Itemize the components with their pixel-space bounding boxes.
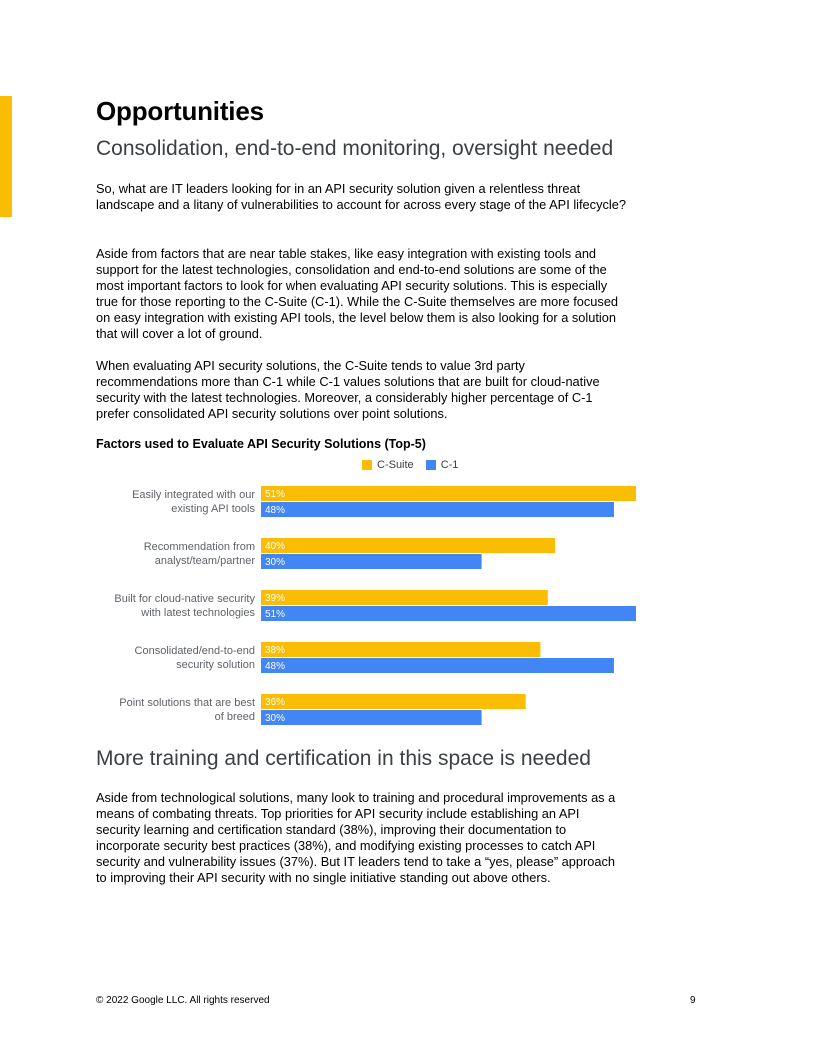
bar-c-suite [261, 694, 526, 709]
bar-value-label: 30% [265, 713, 286, 724]
category-label-line: of breed [214, 711, 255, 723]
bar-value-label: 39% [265, 593, 286, 604]
legend-swatch-c-suite [362, 460, 372, 470]
bar-c-suite [261, 642, 540, 657]
section-subtitle-training: More training and certification in this space is needed [96, 747, 591, 770]
category-label [114, 593, 255, 619]
chart-title: Factors used to Evaluate API Security Solutions (Top-5) [96, 437, 426, 451]
legend-label-c-suite: C-Suite [377, 459, 414, 471]
legend-item-c-suite [362, 459, 414, 471]
category-label-line: security solution [176, 659, 255, 671]
category-label-line: Easily integrated with our [132, 489, 255, 501]
category-label [144, 541, 256, 567]
category-label-line: Built for cloud-native security [114, 593, 255, 605]
bar-c-1 [261, 606, 636, 621]
category-label-line: Recommendation from [143, 541, 255, 553]
bar-chart [96, 478, 656, 730]
bar-c-1 [261, 658, 614, 673]
bar-c-1 [261, 710, 482, 725]
accent-bar [0, 96, 12, 217]
bar-value-label: 30% [265, 557, 286, 568]
legend-swatch-c-1 [426, 460, 436, 470]
bar-c-suite [261, 486, 636, 501]
page-title: Opportunities [96, 96, 264, 126]
category-label-line: analyst/team/partner [154, 555, 255, 567]
bar-value-label: 48% [265, 505, 286, 516]
bar-value-label: 38% [265, 645, 286, 656]
bar-chart-svg [96, 478, 656, 730]
paragraph-training: Aside from technological solutions, many look to training and procedural improvements as a means of combating threats. Top priorities for API security include establishing an API security learning and certification standard (38%), improving their documentation to incorporate security best practices (38%), and modifying existing processes to catch API security and vulnerability issues (37%). But IT leaders tend to take a “yes, please” approach to improving their API security with no single initiative standing out above others. [96, 790, 616, 885]
bar-value-label: 40% [265, 541, 286, 552]
category-label [135, 645, 255, 671]
section-subtitle-consolidation: Consolidation, end-to-end monitoring, oversight needed [96, 137, 614, 160]
bar-c-1 [261, 554, 482, 569]
footer-copyright: © 2022 Google LLC. All rights reserved [96, 995, 270, 1006]
paragraph-factors: Aside from factors that are near table stakes, like easy integration with existing tools and support for the latest technologies, consolidation and end-to-end solutions are some of the most important factors to look for when evaluating API security solutions. This is especially true for those reporting to the C-Suite (C-1). While the C-Suite themselves are more focused on easy integration with existing API tools, the level below them is also looking for a solution that will cover a lot of ground. [96, 246, 619, 341]
bar-value-label: 48% [265, 661, 286, 672]
category-label-line: existing API tools [171, 503, 255, 515]
category-label [132, 489, 255, 515]
paragraph-evaluation: When evaluating API security solutions, the C-Suite tends to value 3rd party recommendations more than C-1 while C-1 values solutions that are built for cloud-native security with the latest technologies. Moreover, a considerably higher percentage of C-1 prefer consolidated API security solutions over point solutions. [96, 358, 600, 421]
footer-page-number: 9 [690, 995, 696, 1006]
paragraph-intro: So, what are IT leaders looking for in an API security solution given a relentless threat landscape and a litany of vulnerabilities to account for across every stage of the API lifecycle? [96, 181, 626, 212]
bar-value-label: 51% [265, 489, 286, 500]
category-label [119, 697, 255, 723]
bar-c-suite [261, 538, 555, 553]
legend-label-c-1: C-1 [440, 459, 459, 471]
category-label-line: with latest technologies [141, 607, 255, 619]
category-label-line: Point solutions that are best [119, 697, 255, 709]
bar-value-label: 51% [265, 609, 286, 620]
bar-value-label: 36% [265, 697, 286, 708]
chart-legend [362, 459, 470, 471]
bar-c-1 [261, 502, 614, 517]
legend-item-c-1 [426, 459, 459, 471]
bar-c-suite [261, 590, 548, 605]
category-label-line: Consolidated/end-to-end [134, 645, 255, 657]
